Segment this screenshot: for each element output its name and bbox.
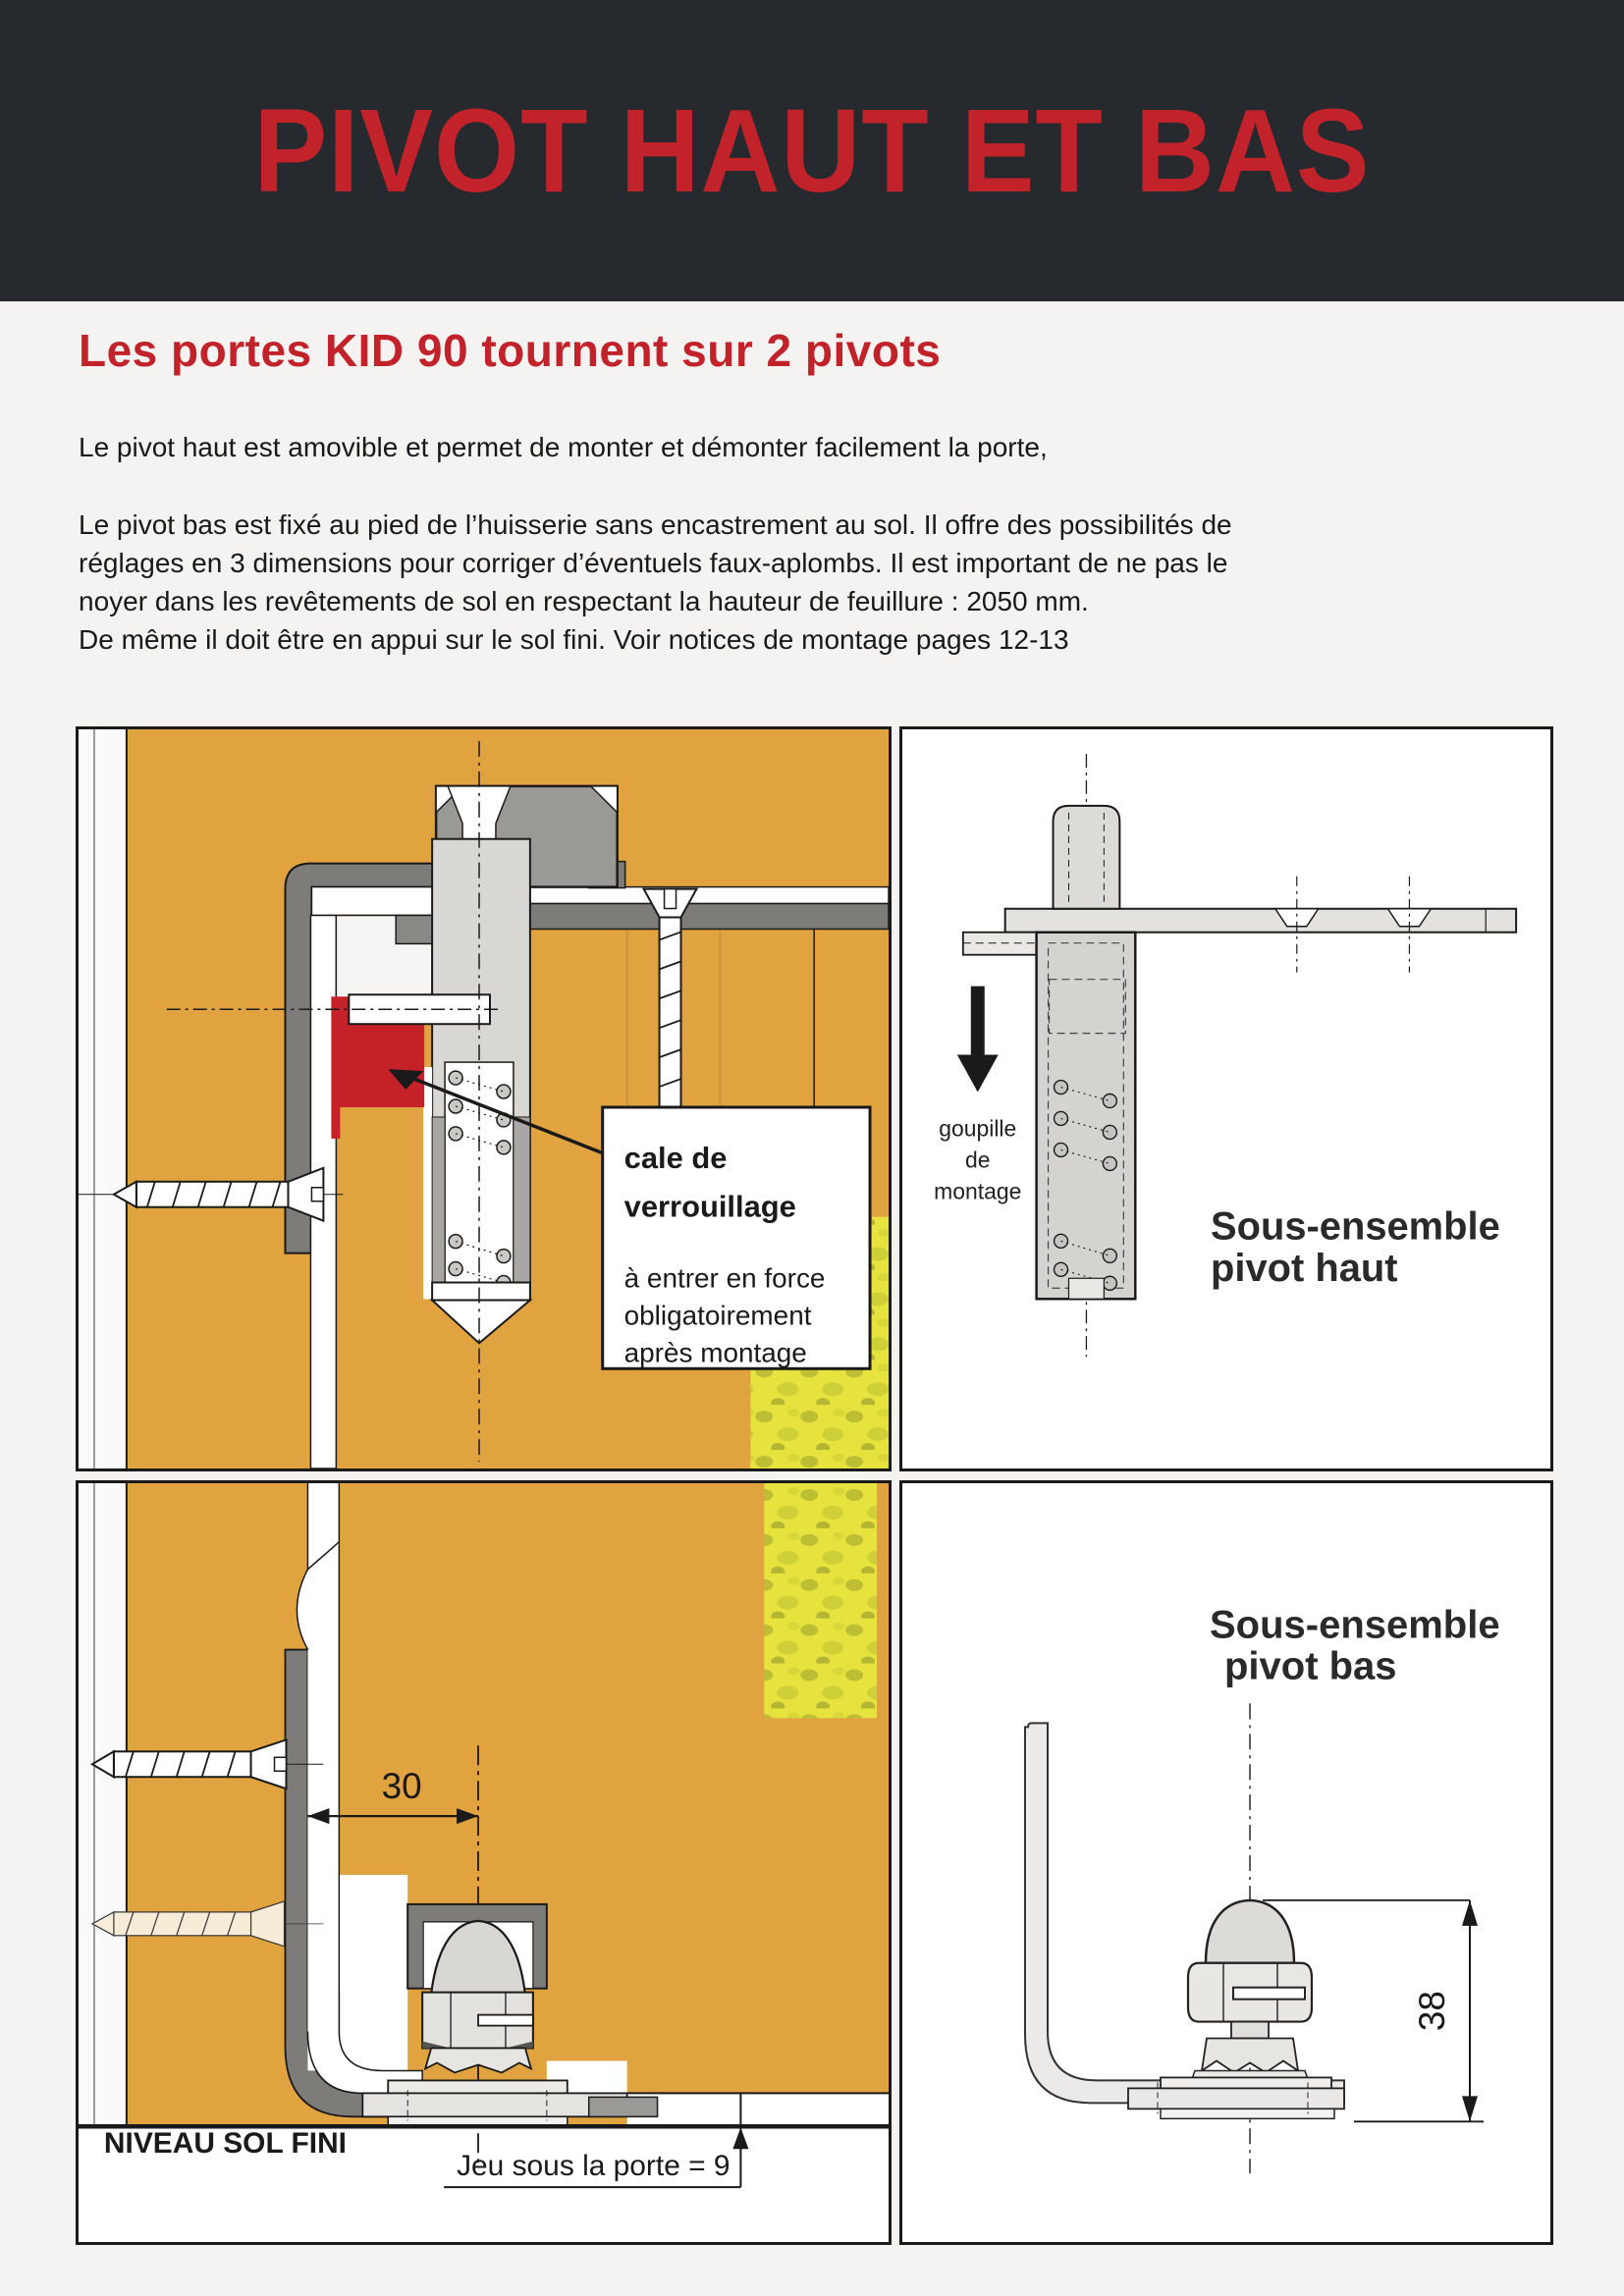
arrow-label-line1: goupille (939, 1115, 1017, 1142)
callout-note-line1: à entrer en force (623, 1262, 826, 1294)
callout-heading-line2: verrouillage (623, 1189, 796, 1224)
bottom-pivot-assembly-drawing (902, 1483, 1550, 2242)
page-header (0, 0, 1624, 301)
intro-paragraph-2-line3: noyer dans les revêtements de sol en respectant la hauteur de feuillure : 2050 mm. (79, 586, 1089, 616)
assembly-title-line2: pivot bas (1224, 1644, 1397, 1688)
bottom-pivot-section-drawing (79, 1483, 889, 2242)
intro-paragraph-2 (79, 506, 1551, 659)
callout-note-line3: après montage (623, 1337, 807, 1368)
assembly-title-line1: Sous-ensemble (1211, 1204, 1500, 1249)
assembly-title-line2: pivot haut (1211, 1247, 1398, 1291)
intro-section (79, 324, 1551, 659)
arrow-label-line2: de (965, 1147, 991, 1173)
callout-note-line2: obligatoirement (623, 1300, 812, 1331)
top-pivot-section-drawing (79, 729, 889, 1468)
intro-paragraph-2-line1: Le pivot bas est fixé au pied de l’huisserie sans encastrement au sol. Il offre des possibilités de (79, 509, 1232, 540)
page-title: PIVOT HAUT ET BAS (253, 84, 1371, 217)
intro-paragraph-2-line2: réglages en 3 dimensions pour corriger d’éventuels faux-aplombs. Il est important de ne pas le (79, 548, 1228, 578)
top-pivot-assembly-drawing (902, 729, 1550, 1468)
assembly-title-line1: Sous-ensemble (1210, 1603, 1500, 1647)
figure-top-pivot-section (76, 726, 892, 1471)
section-heading: Les portes KID 90 tournent sur 2 pivots (79, 325, 942, 376)
dimension-38-value: 38 (1411, 1991, 1453, 2032)
dimension-30-value: 30 (381, 1766, 422, 1807)
finished-floor-label: NIVEAU SOL FINI (103, 2127, 348, 2161)
callout-heading-line1: cale de (623, 1140, 728, 1175)
intro-paragraph-1: Le pivot haut est amovible et permet de monter et démonter facilement la porte, (79, 432, 1048, 462)
intro-paragraph-2-line4: De même il doit être en appui sur le sol fini. Voir notices de montage pages 12-13 (79, 624, 1069, 655)
figure-bottom-pivot-section (76, 1480, 892, 2245)
figure-top-pivot-assembly (899, 726, 1553, 1471)
arrow-label-line3: montage (934, 1178, 1022, 1204)
figure-bottom-pivot-assembly (899, 1480, 1553, 2245)
gap-under-door-label: Jeu sous la porte = 9 (457, 2150, 731, 2183)
